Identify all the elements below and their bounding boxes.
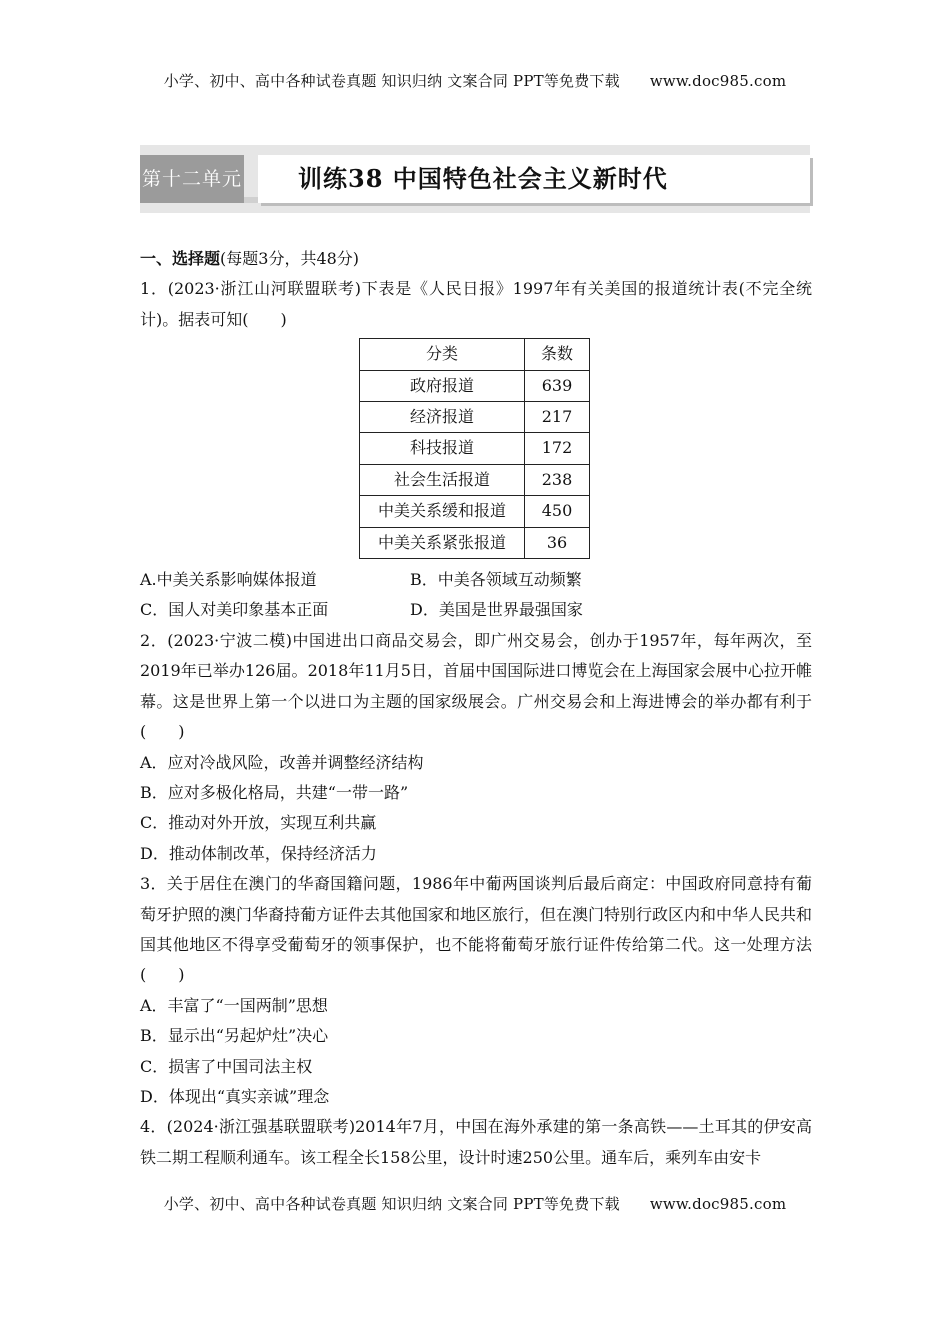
table-header-row xyxy=(360,339,590,370)
q2-option-a[interactable]: A．应对冷战风险，改善并调整经济结构 xyxy=(140,752,424,772)
table-cell: 政府报道 xyxy=(360,370,525,401)
footer-url[interactable]: www.doc985.com xyxy=(649,1195,787,1213)
q3-option-b[interactable]: B．显示出“另起炉灶”决心 xyxy=(140,1026,329,1046)
q1-stem: 1．(2023·浙江山河联盟联考)下表是《人民日报》1997年有关美国的报道统计表(不完全统计)。据表可知( ) xyxy=(140,279,812,329)
q3-option-a[interactable]: A．丰富了“一国两制”思想 xyxy=(140,995,328,1015)
page-footer xyxy=(0,1193,950,1214)
q1-table xyxy=(359,338,590,559)
q2-option-c[interactable]: C．推动对外开放，实现互利共赢 xyxy=(140,813,377,833)
table-row xyxy=(360,464,590,495)
table-row xyxy=(360,433,590,464)
q3-stem: 3．关于居住在澳门的华裔国籍问题，1986年中葡两国谈判后最后商定：中国政府同意持有葡萄牙护照的澳门华裔持葡方证件去其他国家和地区旅行，但在澳门特别行政区内和中华人民共和国其他地区不得享受葡萄牙的领事保护，也不能将葡萄牙旅行证件传给第二代。这一处理方法( ) xyxy=(140,874,813,985)
table-row xyxy=(360,527,590,558)
section-title-label: 一、选择题 xyxy=(140,249,221,268)
table-cell: 社会生活报道 xyxy=(360,464,525,495)
q1-option-c[interactable]: C．国人对美印象基本正面 xyxy=(140,600,329,620)
table-row xyxy=(360,496,590,527)
table-cell: 639 xyxy=(525,370,590,401)
q2-option-d[interactable]: D．推动体制改革，保持经济活力 xyxy=(140,843,377,863)
table-header-cell: 条数 xyxy=(525,339,590,370)
table-cell: 中美关系紧张报道 xyxy=(360,527,525,558)
header-text: 小学、初中、高中各种试卷真题 知识归纳 文案合同 PPT等免费下载 xyxy=(163,72,620,90)
q4-stem: 4．(2024·浙江强基联盟联考)2014年7月，中国在海外承建的第一条高铁——土耳其的伊安高铁二期工程顺利通车。该工程全长158公里，设计时速250公里。通车后，乘列车由安卡 xyxy=(140,1117,812,1167)
title-box xyxy=(258,155,810,203)
q2-stem: 2．(2023·宁波二模)中国进出口商品交易会，即广州交易会，创办于1957年，每年两次，至2019年已举办126届。2018年11月5日，首届中国国际进口博览会在上海国家会展中心拉开帷幕。这是世界上第一个以进口为主题的国家级展会。广州交易会和上海进博会的举办都有利于( ) xyxy=(140,630,812,742)
unit-tag: 第十二单元 xyxy=(140,155,244,203)
q1-option-a[interactable]: A.中美关系影响媒体报道 xyxy=(140,570,317,590)
table-row xyxy=(360,370,590,401)
table-cell: 172 xyxy=(525,433,590,464)
q2-option-b[interactable]: B．应对多极化格局，共建“一带一路” xyxy=(140,782,409,802)
question-content xyxy=(140,244,812,1173)
table-cell: 238 xyxy=(525,464,590,495)
table-cell: 36 xyxy=(525,527,590,558)
table-cell: 中美关系缓和报道 xyxy=(360,496,525,527)
page-header xyxy=(0,70,950,91)
q1-options-row-1 xyxy=(140,565,812,595)
q3-option-c[interactable]: C．损害了中国司法主权 xyxy=(140,1056,313,1076)
section-title xyxy=(140,244,812,274)
q1-options-row-2 xyxy=(140,595,812,625)
table-header-cell: 分类 xyxy=(360,339,525,370)
table-cell: 217 xyxy=(525,402,590,433)
q1-option-b[interactable]: B．中美各领域互动频繁 xyxy=(410,570,582,590)
header-url[interactable]: www.doc985.com xyxy=(649,72,787,90)
q1-option-d[interactable]: D．美国是世界最强国家 xyxy=(410,600,583,620)
q3-option-d[interactable]: D．体现出“真实亲诚”理念 xyxy=(140,1086,330,1106)
table-cell: 450 xyxy=(525,496,590,527)
table-row xyxy=(360,402,590,433)
table-cell: 科技报道 xyxy=(360,433,525,464)
section-title-note: (每题3分，共48分) xyxy=(220,249,360,268)
footer-text: 小学、初中、高中各种试卷真题 知识归纳 文案合同 PPT等免费下载 xyxy=(163,1195,620,1213)
table-cell: 经济报道 xyxy=(360,402,525,433)
page-title: 训练38 中国特色社会主义新时代 xyxy=(298,164,668,193)
